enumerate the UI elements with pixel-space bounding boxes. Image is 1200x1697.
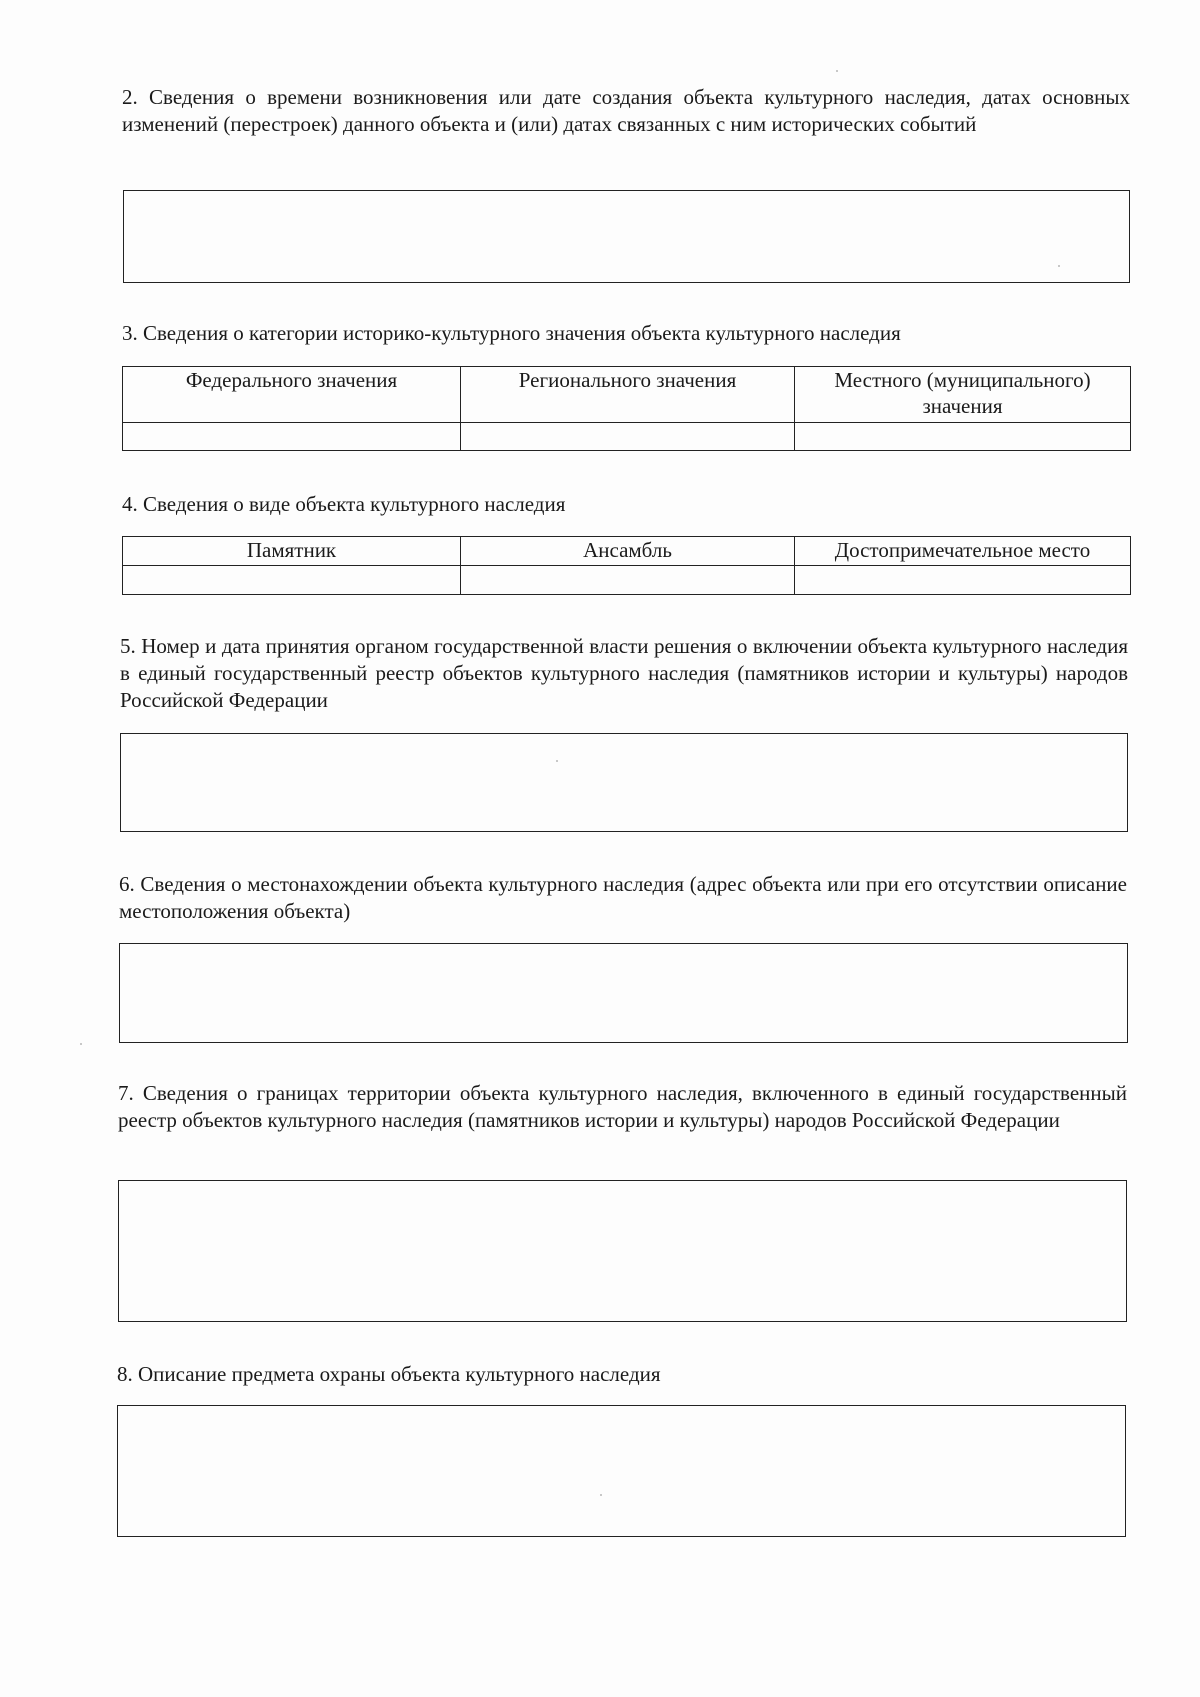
type-table: [122, 536, 1131, 595]
type-value-row: [123, 566, 1131, 595]
scan-speck: [1058, 265, 1060, 267]
category-column-local: Местного (муниципального) значения: [795, 367, 1131, 423]
section-8-title: 8. Описание предмета охраны объекта культурного наследия: [117, 1362, 661, 1386]
category-header-row: [123, 367, 1131, 423]
type-column-landmark: Достопримечательное место: [795, 537, 1131, 566]
category-table: [122, 366, 1131, 451]
section-4-title: 4. Сведения о виде объекта культурного наследия: [122, 492, 566, 516]
scan-speck: [80, 1043, 82, 1045]
category-column-federal: Федерального значения: [123, 367, 461, 423]
scan-speck: [600, 1494, 602, 1496]
section-7-title: 7. Сведения о границах территории объекта культурного наследия, включенного в единый государственный реестр объектов культурного наследия (памятников истории и культуры) народов Российской Федерации: [118, 1081, 1127, 1132]
section-6-field[interactable]: [119, 943, 1128, 1043]
section-7-field[interactable]: [118, 1180, 1127, 1322]
category-local-cell[interactable]: [795, 423, 1131, 451]
type-column-ensemble: Ансамбль: [461, 537, 795, 566]
section-8-field[interactable]: [117, 1405, 1126, 1537]
category-column-regional: Регионального значения: [461, 367, 795, 423]
type-landmark-cell[interactable]: [795, 566, 1131, 595]
type-header-row: [123, 537, 1131, 566]
section-5-title: 5. Номер и дата принятия органом государственной власти решения о включении объекта культурного наследия в единый государственный реестр объектов культурного наследия (памятников истории и культуры) народов Российской Федерации: [120, 634, 1128, 712]
scan-speck: [836, 70, 838, 72]
type-ensemble-cell[interactable]: [461, 566, 795, 595]
type-monument-cell[interactable]: [123, 566, 461, 595]
category-federal-cell[interactable]: [123, 423, 461, 451]
category-value-row: [123, 423, 1131, 451]
section-2-field[interactable]: [123, 190, 1130, 283]
category-regional-cell[interactable]: [461, 423, 795, 451]
section-3-title: 3. Сведения о категории историко-культурного значения объекта культурного наследия: [122, 321, 901, 345]
section-2-title: 2. Сведения о времени возникновения или дате создания объекта культурного наследия, датах основных изменений (перестроек) данного объекта и (или) датах связанных с ним исторических событий: [122, 85, 1130, 136]
scan-speck: [556, 760, 558, 762]
section-5-field[interactable]: [120, 733, 1128, 832]
section-6-title: 6. Сведения о местонахождении объекта культурного наследия (адрес объекта или при его отсутствии описание местоположения объекта): [119, 872, 1127, 923]
type-column-monument: Памятник: [123, 537, 461, 566]
